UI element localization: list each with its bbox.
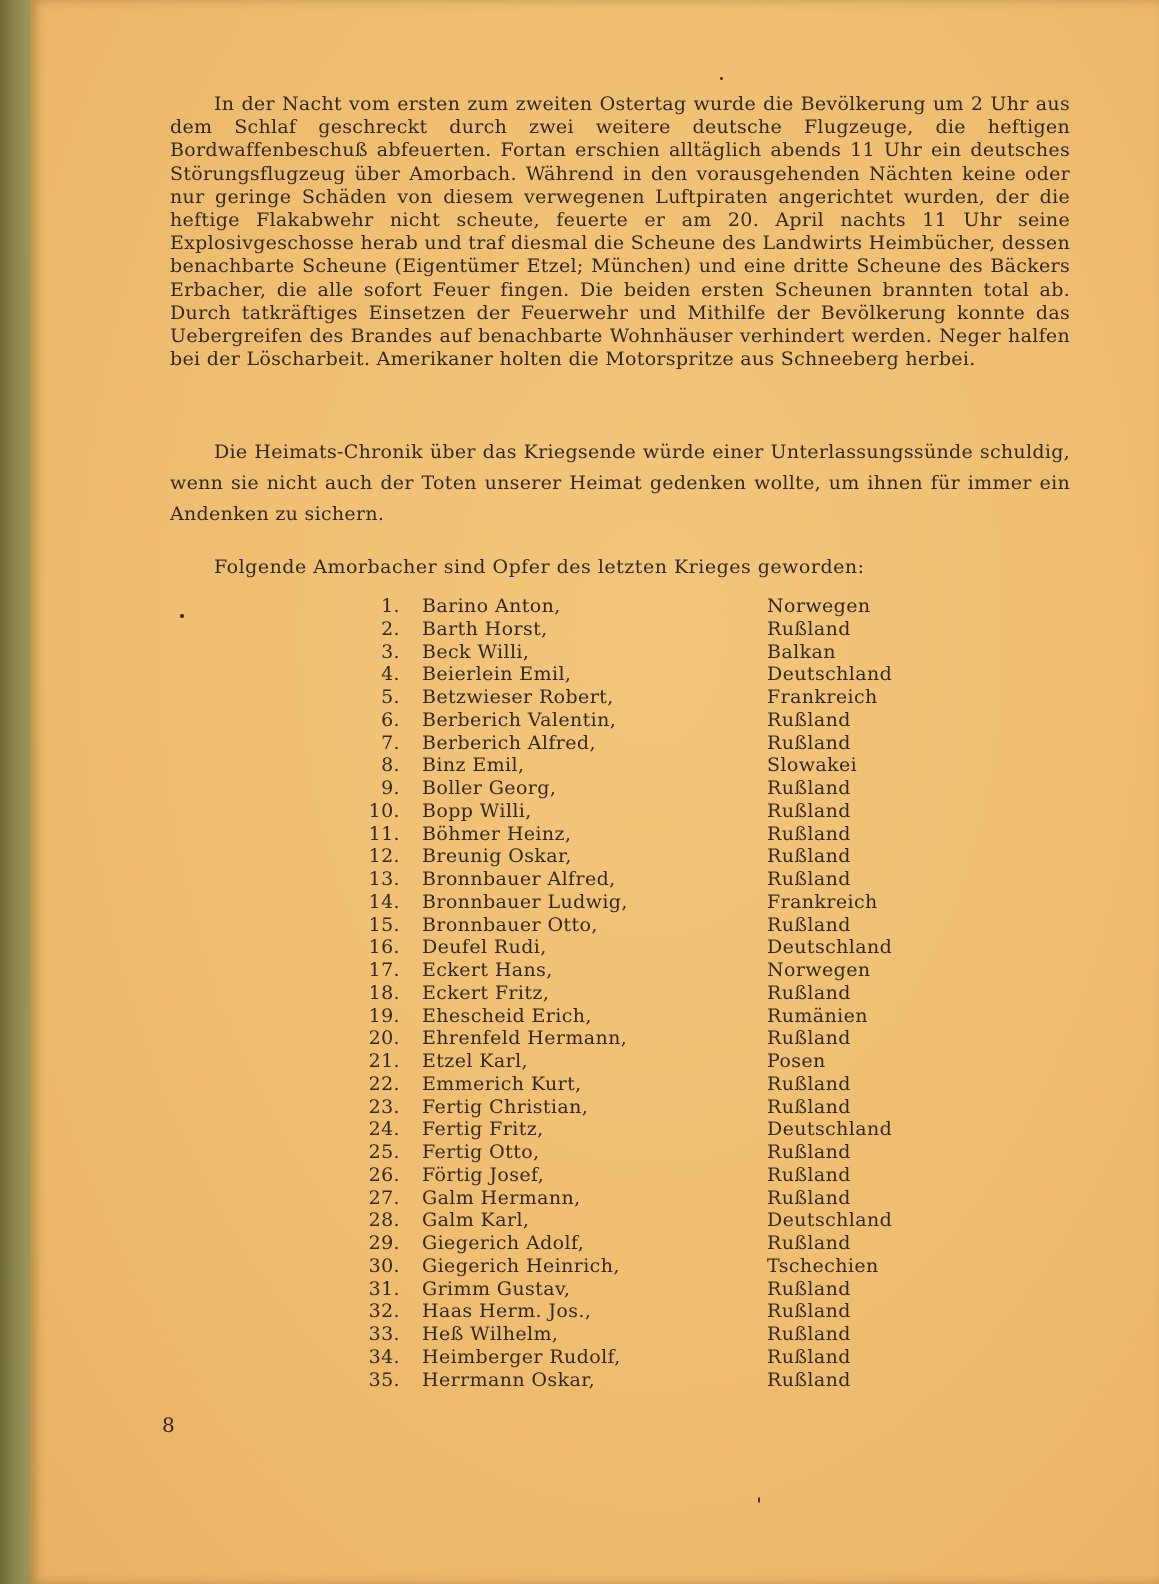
victim-number: 1. bbox=[381, 595, 400, 617]
victim-place: Rußland bbox=[767, 822, 851, 845]
victim-name: Fertig Christian, bbox=[422, 1095, 589, 1118]
victim-name: Grimm Gustav, bbox=[422, 1277, 571, 1300]
list-item bbox=[362, 595, 922, 618]
victim-number: 33. bbox=[368, 1323, 400, 1345]
victim-number: 13. bbox=[368, 868, 400, 890]
victim-name: Galm Karl, bbox=[422, 1209, 530, 1232]
victim-number: 11. bbox=[368, 822, 400, 845]
victim-place: Rußland bbox=[767, 777, 851, 799]
document-page bbox=[30, 0, 1159, 1584]
list-item bbox=[362, 732, 922, 755]
list-item bbox=[362, 777, 922, 800]
page-number: 8 bbox=[162, 1413, 175, 1437]
list-item bbox=[362, 823, 922, 846]
victim-name: Emmerich Kurt, bbox=[422, 1072, 582, 1095]
victim-number: 26. bbox=[368, 1163, 400, 1186]
paragraph-chronicle bbox=[170, 437, 1070, 530]
victim-name: Böhmer Heinz, bbox=[422, 822, 572, 845]
list-item bbox=[362, 1005, 922, 1028]
list-item bbox=[362, 891, 922, 914]
victim-number: 17. bbox=[368, 959, 400, 981]
paragraph-1-text: In der Nacht vom ersten zum zweiten Ostertag wurde die Bevölkerung um 2 Uhr aus dem Schlaf geschreckt durch zwei weitere deutsche Flugzeuge, die heftigen Bordwaffenbeschuß abfeuerten. Fortan erschien alltäglich abends 11 Uhr ein deutsches Störungsflugzeug über Amorbach. Während in den vorausgehenden Nächten keine oder nur geringe Schäden von diesem verwegenen Luftpiraten angerichtet wurden, der die heftige Flakabwehr nicht scheute, feuerte er am 20. April nachts 11 Uhr seine Explosivgeschosse herab und traf diesmal die Scheune des Landwirts Heimbücher, dessen benachbarte Scheune (Eigentümer Etzel; München) und eine dritte Scheune des Bäckers Erbacher, die alle sofort Feuer fingen. Die beiden ersten Scheunen brannten total ab. Durch tatkräftiges Einsetzen der Feuerwehr und Mithilfe der Bevölkerung konnte das Uebergreifen des Brandes auf benachbarte Wohnhäuser verhindert werden. Neger halfen bei der Löscharbeit. Amerikaner holten die Motorspritze aus Schneeberg herbei. bbox=[170, 93, 1070, 371]
victim-number: 35. bbox=[368, 1368, 400, 1391]
victim-place: Rußland bbox=[767, 981, 851, 1004]
victim-name: Berberich Alfred, bbox=[422, 731, 596, 754]
list-intro: Folgende Amorbacher sind Opfer des letzten Krieges geworden: bbox=[214, 556, 865, 578]
list-item bbox=[362, 663, 922, 686]
list-item bbox=[362, 641, 922, 664]
victim-place: Deutschland bbox=[767, 1209, 893, 1232]
victim-name: Berberich Valentin, bbox=[422, 708, 617, 731]
victim-place: Slowakei bbox=[767, 754, 858, 777]
victim-place: Rußland bbox=[767, 617, 851, 640]
victim-name: Förtig Josef, bbox=[422, 1163, 545, 1186]
victim-place: Tschechien bbox=[767, 1254, 879, 1277]
list-item bbox=[362, 1209, 922, 1232]
victim-number: 10. bbox=[368, 799, 400, 822]
victim-number: 16. bbox=[368, 936, 400, 959]
victim-place: Balkan bbox=[767, 640, 836, 663]
paragraph-air-raid bbox=[170, 93, 1070, 371]
victim-place: Rußland bbox=[767, 1186, 851, 1209]
victim-place: Rumänien bbox=[767, 1004, 868, 1027]
victims-list bbox=[362, 595, 922, 1391]
victim-name: Bopp Willi, bbox=[422, 799, 532, 822]
list-item bbox=[362, 1278, 922, 1301]
victim-place: Frankreich bbox=[767, 890, 878, 913]
victim-number: 27. bbox=[368, 1186, 400, 1209]
list-item bbox=[362, 1369, 922, 1392]
victim-name: Ehrenfeld Hermann, bbox=[422, 1027, 628, 1050]
list-item bbox=[362, 1050, 922, 1073]
victim-number: 6. bbox=[381, 708, 400, 731]
victim-name: Breunig Oskar, bbox=[422, 845, 572, 868]
victim-name: Galm Hermann, bbox=[422, 1186, 581, 1209]
victim-number: 14. bbox=[368, 890, 400, 913]
paragraph-2-text: Die Heimats-Chronik über das Kriegsende würde einer Unterlassungssünde schuldig, wenn sie nicht auch der Toten unserer Heimat gedenken wollte, um ihnen für immer ein Andenken zu sichern. bbox=[170, 441, 1070, 525]
list-item bbox=[362, 800, 922, 823]
list-item bbox=[362, 914, 922, 937]
victim-place: Rußland bbox=[767, 1072, 851, 1095]
victim-number: 4. bbox=[381, 663, 400, 686]
victim-number: 31. bbox=[368, 1277, 400, 1300]
victim-name: Fertig Otto, bbox=[422, 1141, 540, 1163]
victim-number: 21. bbox=[368, 1050, 400, 1072]
list-item bbox=[362, 1232, 922, 1255]
list-item bbox=[362, 618, 922, 641]
victim-place: Deutschland bbox=[767, 1118, 893, 1141]
list-item bbox=[362, 1164, 922, 1187]
victim-place: Rußland bbox=[767, 1232, 851, 1254]
victim-name: Beierlein Emil, bbox=[422, 663, 572, 686]
list-item bbox=[362, 936, 922, 959]
list-item bbox=[362, 1141, 922, 1164]
victim-place: Rußland bbox=[767, 1277, 851, 1300]
victim-place: Deutschland bbox=[767, 663, 893, 686]
victim-name: Fertig Fritz, bbox=[422, 1118, 544, 1141]
list-item bbox=[362, 845, 922, 868]
list-item bbox=[362, 982, 922, 1005]
victim-number: 18. bbox=[368, 981, 400, 1004]
victim-place: Rußland bbox=[767, 799, 851, 822]
victim-name: Barino Anton, bbox=[422, 595, 561, 617]
victim-name: Haas Herm. Jos., bbox=[422, 1300, 592, 1323]
victim-place: Deutschland bbox=[767, 936, 893, 959]
list-item bbox=[362, 709, 922, 732]
victim-place: Rußland bbox=[767, 1300, 851, 1323]
victim-name: Eckert Fritz, bbox=[422, 981, 550, 1004]
list-item bbox=[362, 1187, 922, 1210]
victim-name: Ehescheid Erich, bbox=[422, 1004, 592, 1027]
victim-number: 5. bbox=[381, 686, 400, 708]
victim-name: Heimberger Rudolf, bbox=[422, 1345, 621, 1368]
victim-place: Rußland bbox=[767, 1368, 851, 1391]
victim-place: Rußland bbox=[767, 1095, 851, 1118]
victim-number: 28. bbox=[368, 1209, 400, 1232]
victim-name: Bronnbauer Alfred, bbox=[422, 868, 616, 890]
list-item bbox=[362, 959, 922, 982]
victim-place: Rußland bbox=[767, 845, 851, 868]
victim-name: Barth Horst, bbox=[422, 617, 548, 640]
victim-place: Rußland bbox=[767, 731, 851, 754]
victim-number: 15. bbox=[368, 913, 400, 936]
victim-place: Rußland bbox=[767, 1027, 851, 1050]
victim-name: Eckert Hans, bbox=[422, 959, 553, 981]
victim-place: Rußland bbox=[767, 1141, 851, 1163]
list-item bbox=[362, 1300, 922, 1323]
victim-place: Frankreich bbox=[767, 686, 878, 708]
list-item bbox=[362, 754, 922, 777]
victim-name: Boller Georg, bbox=[422, 777, 557, 799]
book-binding bbox=[0, 0, 30, 1584]
victim-name: Heß Wilhelm, bbox=[422, 1323, 559, 1345]
victim-place: Rußland bbox=[767, 1345, 851, 1368]
victim-name: Etzel Karl, bbox=[422, 1050, 528, 1072]
victim-number: 34. bbox=[368, 1345, 400, 1368]
victim-name: Binz Emil, bbox=[422, 754, 525, 777]
victim-name: Bronnbauer Otto, bbox=[422, 913, 598, 936]
victim-name: Bronnbauer Ludwig, bbox=[422, 890, 628, 913]
victim-name: Deufel Rudi, bbox=[422, 936, 547, 959]
victim-number: 22. bbox=[368, 1072, 400, 1095]
victim-place: Rußland bbox=[767, 868, 851, 890]
victim-place: Norwegen bbox=[767, 595, 871, 617]
victim-number: 12. bbox=[368, 845, 400, 868]
victim-number: 20. bbox=[368, 1027, 400, 1050]
list-item bbox=[362, 868, 922, 891]
victim-number: 19. bbox=[368, 1004, 400, 1027]
victim-number: 32. bbox=[368, 1300, 400, 1323]
victim-number: 9. bbox=[381, 777, 400, 799]
victim-number: 7. bbox=[381, 731, 400, 754]
list-item bbox=[362, 1027, 922, 1050]
victim-number: 30. bbox=[368, 1254, 400, 1277]
victim-place: Norwegen bbox=[767, 959, 871, 981]
victim-name: Giegerich Adolf, bbox=[422, 1232, 585, 1254]
victim-number: 23. bbox=[368, 1095, 400, 1118]
victim-name: Giegerich Heinrich, bbox=[422, 1254, 620, 1277]
victim-name: Betzwieser Robert, bbox=[422, 686, 614, 708]
victim-number: 8. bbox=[381, 754, 400, 777]
list-item bbox=[362, 1096, 922, 1119]
victim-number: 3. bbox=[381, 640, 400, 663]
list-item bbox=[362, 1073, 922, 1096]
victim-name: Beck Willi, bbox=[422, 640, 530, 663]
victim-place: Rußland bbox=[767, 1163, 851, 1186]
victim-place: Rußland bbox=[767, 1323, 851, 1345]
list-item bbox=[362, 686, 922, 709]
list-item bbox=[362, 1346, 922, 1369]
list-item bbox=[362, 1118, 922, 1141]
list-item bbox=[362, 1323, 922, 1346]
victim-number: 2. bbox=[381, 617, 400, 640]
victim-number: 24. bbox=[368, 1118, 400, 1141]
victim-number: 29. bbox=[368, 1232, 400, 1254]
victim-place: Posen bbox=[767, 1050, 826, 1072]
victim-number: 25. bbox=[368, 1141, 400, 1163]
victim-place: Rußland bbox=[767, 913, 851, 936]
victim-place: Rußland bbox=[767, 708, 851, 731]
victim-name: Herrmann Oskar, bbox=[422, 1368, 596, 1391]
list-item bbox=[362, 1255, 922, 1278]
